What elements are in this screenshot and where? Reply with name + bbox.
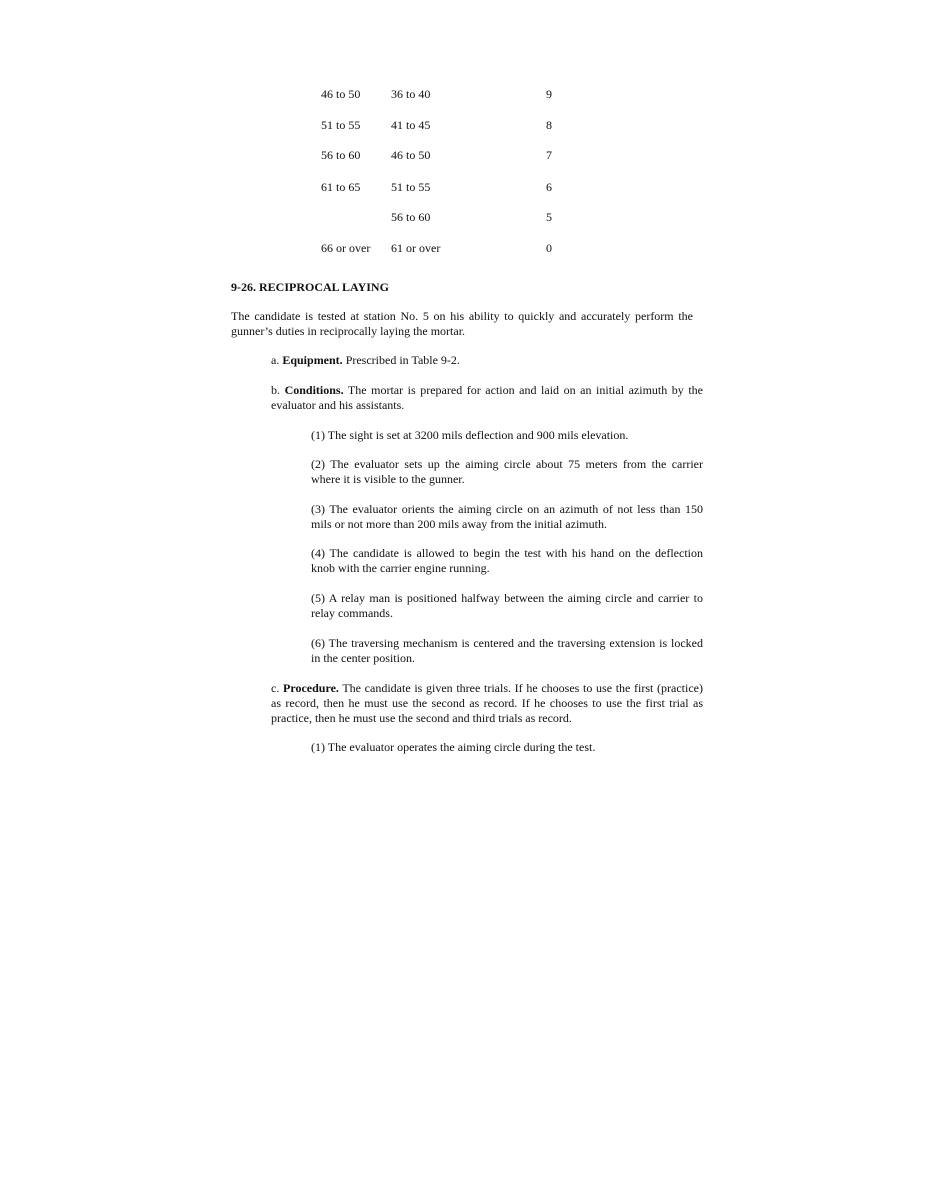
equipment-text: Prescribed in Table 9-2. xyxy=(342,353,460,367)
procedure-paragraph xyxy=(271,681,703,726)
conditions-prefix: b. xyxy=(271,383,285,397)
table-row xyxy=(0,147,926,163)
conditions-label: Conditions. xyxy=(284,383,344,397)
table-cell-col1: 61 to 65 xyxy=(321,180,361,194)
table-cell-col2: 36 to 40 xyxy=(391,87,431,101)
table-cell-col1: 56 to 60 xyxy=(321,148,361,162)
table-cell-points: 9 xyxy=(546,87,552,101)
table-cell-col2: 41 to 45 xyxy=(391,118,431,132)
conditions-paragraph xyxy=(271,383,703,413)
table-row xyxy=(0,86,926,102)
procedure-label: Procedure. xyxy=(283,681,339,695)
table-cell-points: 0 xyxy=(546,241,552,255)
condition-item-5: (5) A relay man is positioned halfway between the aiming circle and carrier to relay commands. xyxy=(311,591,703,620)
table-cell-points: 5 xyxy=(546,210,552,224)
table-cell-col1: 51 to 55 xyxy=(321,118,361,132)
condition-item-3: (3) The evaluator orients the aiming circle on an azimuth of not less than 150 mils or not more than 200 mils away from the initial azimuth. xyxy=(311,502,703,531)
table-cell-points: 7 xyxy=(546,148,552,162)
table-cell-col2: 56 to 60 xyxy=(391,210,431,224)
table-cell-col2: 61 or over xyxy=(391,241,441,255)
procedure-item-1: (1) The evaluator operates the aiming circle during the test. xyxy=(311,740,596,754)
table-cell-col1: 46 to 50 xyxy=(321,87,361,101)
conditions-text: The mortar is prepared for action and laid on an initial azimuth by the evaluator and his assistants. xyxy=(271,383,704,412)
table-cell-col1: 66 or over xyxy=(321,241,371,255)
condition-item-4: (4) The candidate is allowed to begin the test with his hand on the deflection knob with the carrier engine running. xyxy=(311,546,703,575)
equipment-label: Equipment. xyxy=(282,353,343,367)
table-cell-points: 8 xyxy=(546,118,552,132)
table-cell-points: 6 xyxy=(546,180,552,194)
procedure-text: The candidate is given three trials. If he chooses to use the first (practice) as record, then he must use the second as record. If he chooses to use the first trial as practice, then he must use the second and third trials as record. xyxy=(271,681,703,725)
table-cell-col2: 51 to 55 xyxy=(391,180,431,194)
equipment-prefix: a. xyxy=(271,353,283,367)
equipment-paragraph xyxy=(271,353,703,368)
table-cell-col2: 46 to 50 xyxy=(391,148,431,162)
table-row xyxy=(0,179,926,195)
table-row xyxy=(0,209,926,225)
condition-item-1: (1) The sight is set at 3200 mils deflection and 900 mils elevation. xyxy=(311,428,629,442)
intro-paragraph: The candidate is tested at station No. 5 on his ability to quickly and accurately perform the gunner’s duties in reciprocally laying the mortar. xyxy=(231,309,693,338)
condition-item-2: (2) The evaluator sets up the aiming circle about 75 meters from the carrier where it is visible to the gunner. xyxy=(311,457,703,486)
procedure-prefix: c. xyxy=(271,681,284,695)
section-heading: 9-26. RECIPROCAL LAYING xyxy=(231,280,389,294)
table-row xyxy=(0,117,926,133)
table-row xyxy=(0,240,926,256)
condition-item-6: (6) The traversing mechanism is centered and the traversing extension is locked in the center position. xyxy=(311,636,703,665)
